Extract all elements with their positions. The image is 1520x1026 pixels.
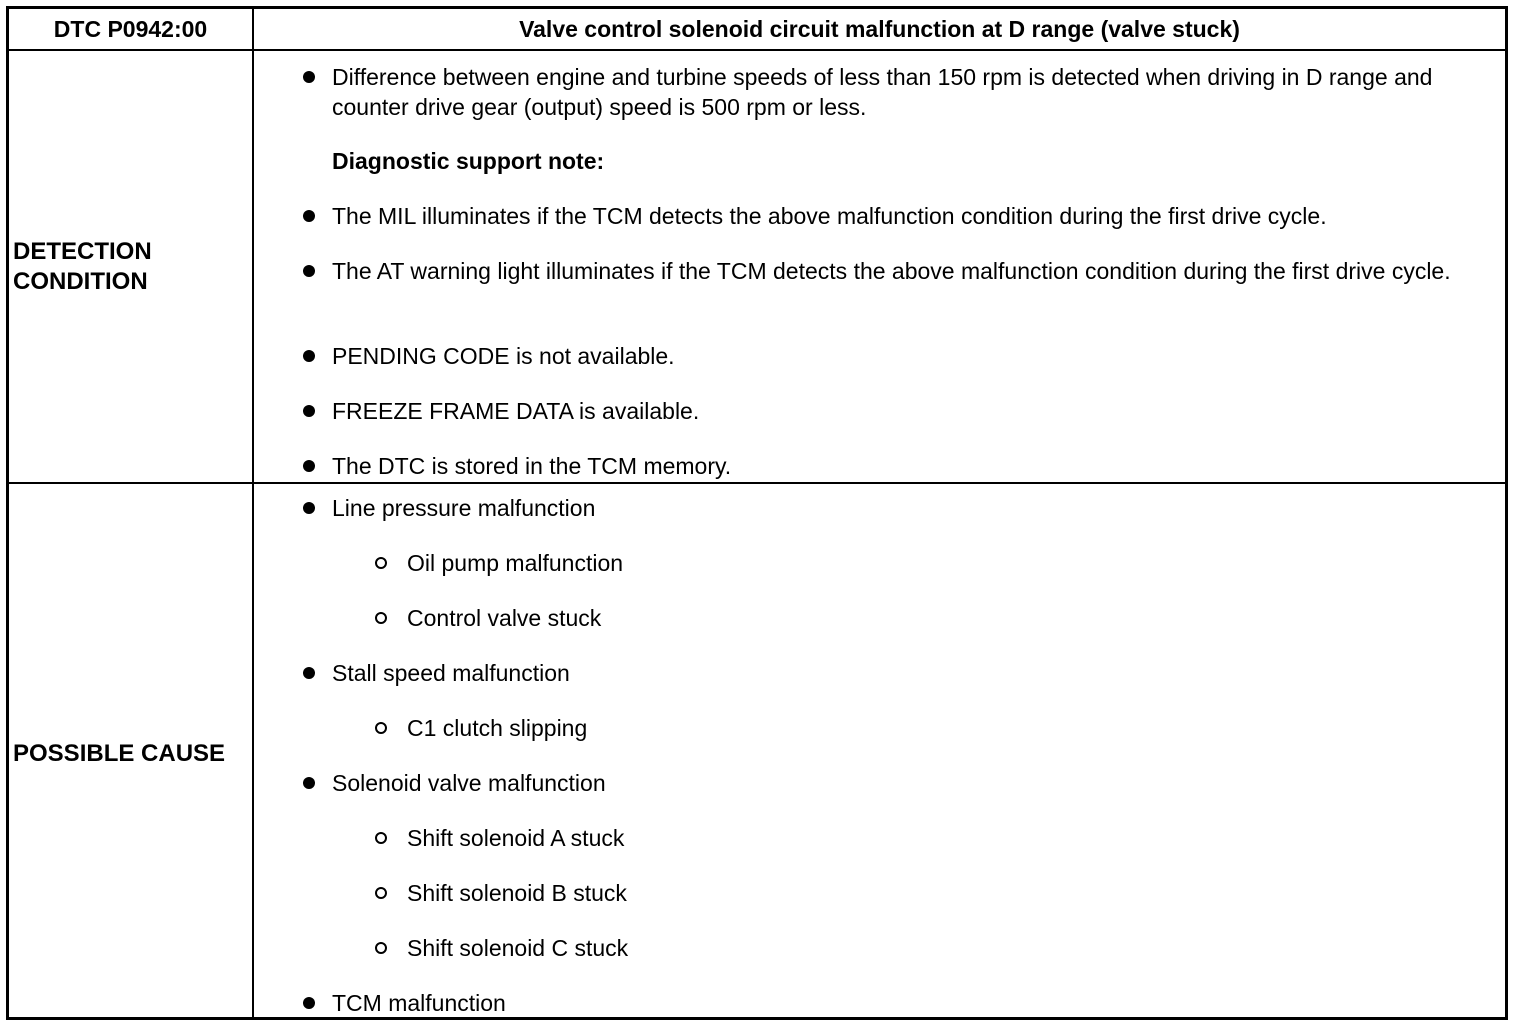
hollow-bullet-icon: [375, 887, 387, 899]
detection-condition-row: [9, 51, 1505, 484]
diagnostic-support-note: Diagnostic support note:: [332, 148, 605, 174]
bullet-icon: [303, 502, 315, 514]
bullet-icon: [303, 265, 315, 277]
hollow-bullet-icon: [375, 942, 387, 954]
list-item: [332, 493, 1462, 523]
cause-sub-item-text: Shift solenoid B stuck: [407, 880, 627, 906]
list-item: [332, 396, 1462, 426]
sub-list-item: [407, 933, 1407, 963]
hollow-bullet-icon: [375, 612, 387, 624]
possible-cause-row: [9, 484, 1505, 1017]
list-item: [332, 256, 1462, 286]
detection-item-text: The MIL illuminates if the TCM detects the above malfunction condition during the first drive cycle.: [332, 203, 1327, 229]
detection-item-text: PENDING CODE is not available.: [332, 343, 675, 369]
list-item: [332, 62, 1462, 122]
bullet-icon: [303, 210, 315, 222]
possible-cause-label: POSSIBLE CAUSE: [13, 740, 226, 767]
detection-item-text: The AT warning light illuminates if the TCM detects the above malfunction condition during the first drive cycle.: [332, 258, 1451, 284]
list-item: [332, 201, 1462, 231]
bullet-icon: [303, 777, 315, 789]
cause-item-text: Stall speed malfunction: [332, 660, 570, 686]
hollow-bullet-icon: [375, 722, 387, 734]
list-item: [332, 988, 1462, 1018]
bullet-icon: [303, 71, 315, 83]
cause-sub-item-text: Shift solenoid A stuck: [407, 825, 625, 851]
table-header-row: [9, 9, 1505, 51]
dtc-table: [6, 6, 1508, 1020]
bullet-icon: [303, 667, 315, 679]
cause-sub-item-text: Shift solenoid C stuck: [407, 935, 629, 961]
hollow-bullet-icon: [375, 832, 387, 844]
detection-item-text: Difference between engine and turbine speeds of less than 150 rpm is detected when driving in D range and counter drive gear (output) speed is 500 rpm or less.: [332, 64, 1433, 120]
cause-sub-item-text: C1 clutch slipping: [407, 715, 588, 741]
dtc-code: DTC P0942:00: [53, 15, 208, 42]
detection-condition-label: DETECTION CONDITION: [13, 238, 152, 295]
sub-list-item: [407, 823, 1407, 853]
dtc-title: Valve control solenoid circuit malfunction at D range (valve stuck): [519, 15, 1240, 42]
sub-list-item: [407, 603, 1407, 633]
cause-item-text: TCM malfunction: [332, 990, 506, 1016]
cause-sub-item-text: Control valve stuck: [407, 605, 602, 631]
detection-item-text: FREEZE FRAME DATA is available.: [332, 398, 700, 424]
sub-list-item: [407, 878, 1407, 908]
cause-item-text: Solenoid valve malfunction: [332, 770, 606, 796]
bullet-icon: [303, 350, 315, 362]
cause-sub-item-text: Oil pump malfunction: [407, 550, 624, 576]
bullet-icon: [303, 997, 315, 1009]
cause-item-text: Line pressure malfunction: [332, 495, 596, 521]
bullet-icon: [303, 405, 315, 417]
hollow-bullet-icon: [375, 557, 387, 569]
list-item: [332, 768, 1462, 798]
list-item: [332, 658, 1462, 688]
bullet-icon: [303, 460, 315, 472]
column-divider: [252, 484, 254, 1017]
sub-list-item: [407, 713, 1407, 743]
list-item: [332, 341, 1462, 371]
detection-item-text: The DTC is stored in the TCM memory.: [332, 453, 732, 479]
column-divider: [252, 51, 254, 482]
list-item: [332, 451, 1462, 481]
sub-list-item: [407, 548, 1407, 578]
